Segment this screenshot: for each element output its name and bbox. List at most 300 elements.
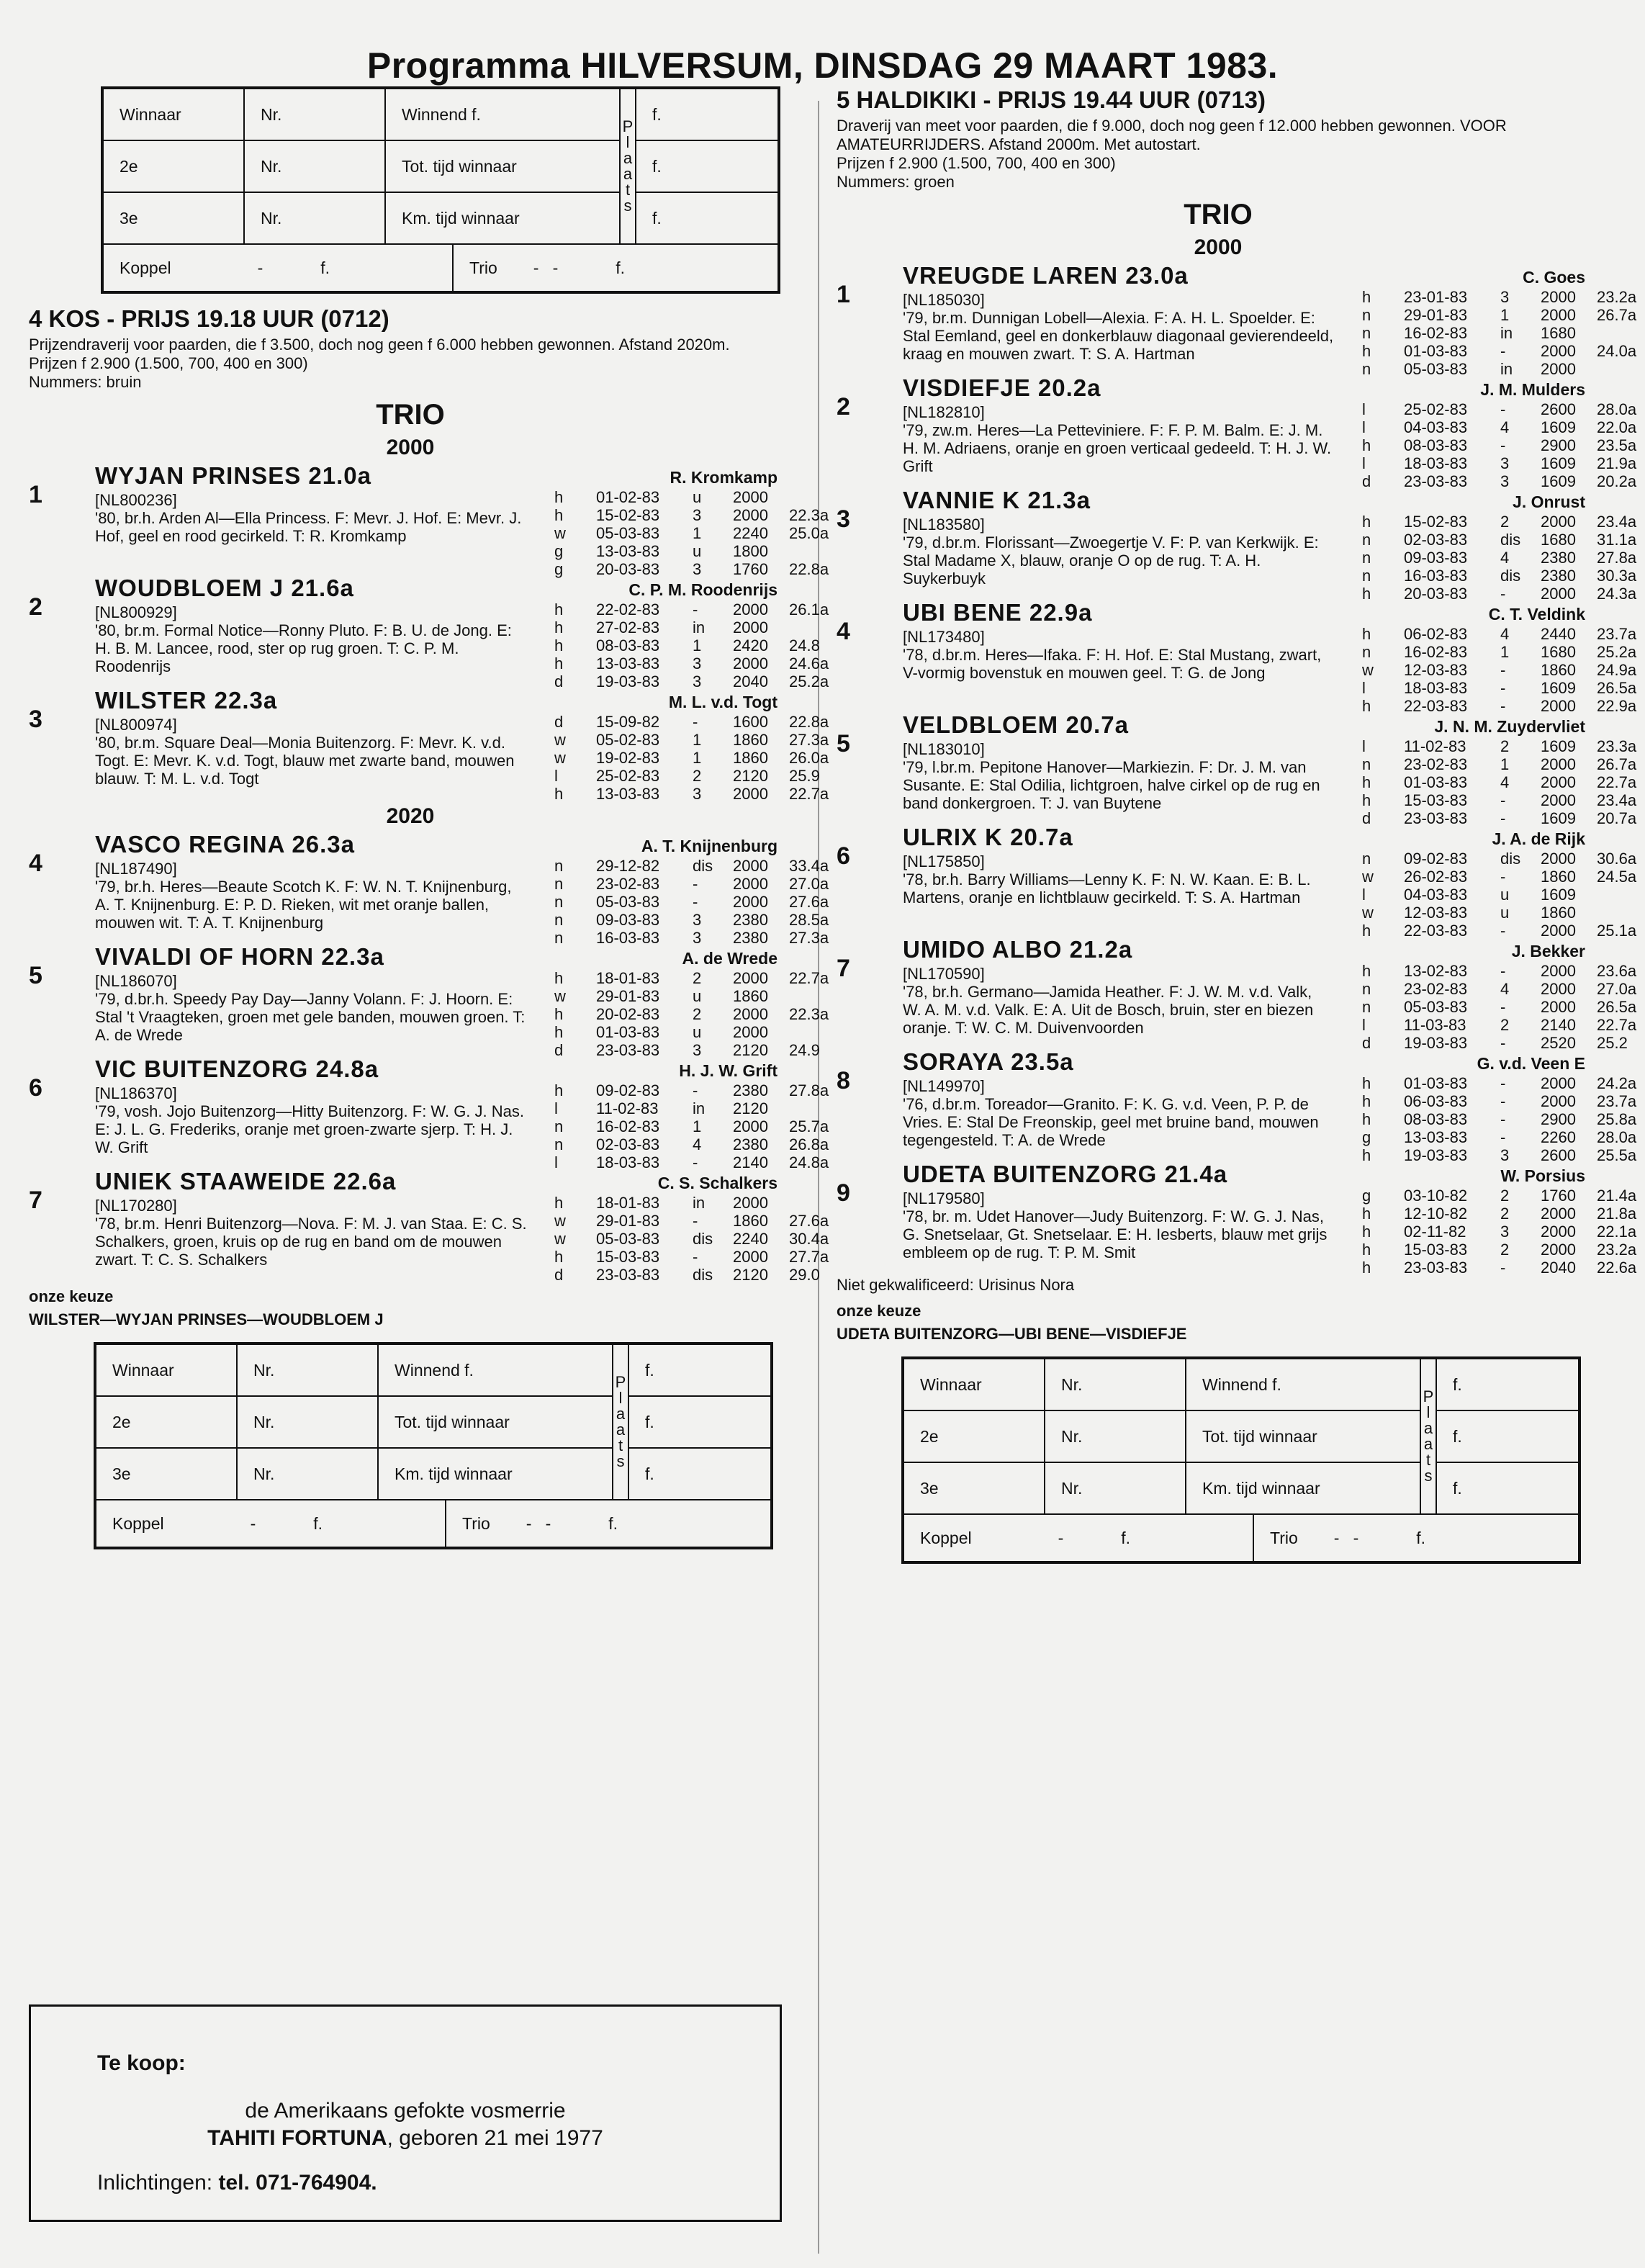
run-distance: 2000 bbox=[733, 1194, 768, 1212]
run-row bbox=[1362, 454, 1645, 472]
horse-recent-runs bbox=[1362, 1187, 1645, 1277]
horse-entry bbox=[837, 936, 1637, 1052]
run-time: 24.9a bbox=[1597, 661, 1637, 679]
run-date: 04-03-83 bbox=[1404, 418, 1468, 436]
run-track: n bbox=[1362, 306, 1371, 324]
horse-name: WOUDBLOEM J 21.6a bbox=[95, 575, 354, 601]
run-row bbox=[1362, 306, 1645, 324]
run-track: h bbox=[1362, 288, 1371, 306]
horse-entry bbox=[837, 599, 1637, 715]
run-place: in bbox=[1500, 324, 1513, 342]
race-title: 4 KOS - PRIJS 19.18 UUR (0712) bbox=[29, 305, 389, 332]
horse-number: 1 bbox=[837, 281, 850, 308]
horse-driver: J. N. M. Zuydervliet bbox=[1434, 717, 1585, 736]
horse-driver: C. T. Veldink bbox=[1488, 605, 1585, 624]
form-plaats-f[interactable]: f. bbox=[1436, 1462, 1579, 1514]
form-plaats-f[interactable]: f. bbox=[636, 140, 778, 192]
horse-number: 7 bbox=[29, 1187, 42, 1214]
run-track: n bbox=[1362, 531, 1371, 549]
onze-keuze-label: onze keuze bbox=[29, 1287, 114, 1305]
run-track: w bbox=[554, 1230, 566, 1248]
run-track: d bbox=[554, 713, 564, 731]
run-track: w bbox=[554, 987, 566, 1005]
run-distance: 2440 bbox=[1541, 625, 1576, 643]
run-date: 05-03-83 bbox=[596, 524, 660, 542]
horse-entry bbox=[29, 1056, 829, 1171]
run-time: 26.7a bbox=[1597, 755, 1637, 773]
run-distance: 1860 bbox=[1541, 904, 1576, 922]
run-distance: 1860 bbox=[1541, 868, 1576, 886]
run-place: in bbox=[693, 1194, 706, 1212]
run-row bbox=[1362, 661, 1645, 679]
run-track: h bbox=[1362, 1241, 1371, 1259]
run-time: 33.4a bbox=[789, 857, 829, 875]
form-bottom-row bbox=[102, 245, 779, 292]
run-place: 3 bbox=[1500, 288, 1510, 306]
form-place-label: 2e bbox=[903, 1410, 1045, 1462]
horse-description bbox=[903, 740, 1335, 812]
run-row bbox=[1362, 288, 1645, 306]
run-date: 13-03-83 bbox=[596, 542, 660, 560]
run-time: 25.7a bbox=[789, 1117, 829, 1135]
run-row bbox=[554, 636, 847, 654]
form-nr-label: Nr. bbox=[244, 140, 385, 192]
run-distance: 2000 bbox=[1541, 342, 1576, 360]
horse-description bbox=[903, 516, 1335, 588]
run-date: 23-03-83 bbox=[1404, 472, 1468, 490]
run-distance: 1860 bbox=[733, 731, 768, 749]
run-place: dis bbox=[1500, 531, 1521, 549]
trio-label: Trio bbox=[462, 1514, 490, 1533]
run-date: 15-09-82 bbox=[596, 713, 660, 731]
run-place: - bbox=[693, 1153, 698, 1171]
run-place: 4 bbox=[1500, 625, 1510, 643]
horse-driver: J. M. Mulders bbox=[1480, 380, 1585, 399]
race-condition-line: Prijzendraverij voor paarden, die f 3.500, doch nog geen f 6.000 hebben gewonnen. Afstand 2020m. bbox=[29, 336, 730, 354]
form-plaats-f[interactable]: f. bbox=[1436, 1359, 1579, 1410]
run-row bbox=[554, 1117, 847, 1135]
run-track: h bbox=[1362, 1110, 1371, 1128]
horse-name: VISDIEFJE 20.2a bbox=[903, 374, 1101, 401]
result-form bbox=[101, 86, 780, 294]
run-place: - bbox=[693, 1081, 698, 1099]
run-track: n bbox=[554, 929, 564, 947]
run-row bbox=[554, 767, 847, 785]
run-row bbox=[554, 600, 847, 618]
run-date: 08-03-83 bbox=[1404, 1110, 1468, 1128]
horse-registration: [NL170280] bbox=[95, 1197, 177, 1215]
run-place: u bbox=[693, 1023, 702, 1041]
form-value-label: Tot. tijd winnaar bbox=[1186, 1410, 1420, 1462]
run-distance: 2000 bbox=[733, 654, 768, 672]
run-row bbox=[1362, 886, 1645, 904]
run-row bbox=[554, 875, 847, 893]
run-distance: 2000 bbox=[733, 1005, 768, 1023]
horse-name: VELDBLOEM 20.7a bbox=[903, 711, 1129, 738]
run-row bbox=[1362, 531, 1645, 549]
run-distance: 2000 bbox=[733, 1117, 768, 1135]
run-date: 16-03-83 bbox=[596, 929, 660, 947]
run-place: 3 bbox=[693, 560, 702, 578]
run-track: d bbox=[554, 1041, 564, 1059]
run-distance: 2380 bbox=[733, 929, 768, 947]
horse-recent-runs bbox=[554, 969, 847, 1059]
run-distance: 1680 bbox=[1541, 531, 1576, 549]
run-distance: 2040 bbox=[733, 672, 768, 690]
horse-details: '80, br.h. Arden Al—Ella Princess. F: Mevr. J. Hof. E: Mevr. J. Hof, geel en rood gecirkeld. T: R. Kromkamp bbox=[95, 509, 522, 545]
run-place: u bbox=[1500, 904, 1510, 922]
horse-name: VASCO REGINA 26.3a bbox=[95, 831, 355, 858]
run-place: - bbox=[1500, 922, 1506, 940]
horse-description bbox=[903, 852, 1335, 906]
run-distance: 1860 bbox=[733, 987, 768, 1005]
run-distance: 2000 bbox=[733, 785, 768, 803]
race-conditions bbox=[837, 117, 1600, 192]
run-time: 23.4a bbox=[1597, 791, 1637, 809]
horse-details: '78, br.m. Henri Buitenzorg—Nova. F: M. J. van Staa. E: C. S. Schalkers, groen, kruis op de rug en band om de mouwen zwart. T: C. S. Schalkers bbox=[95, 1215, 527, 1269]
run-row bbox=[1362, 755, 1645, 773]
run-track: d bbox=[1362, 809, 1371, 827]
horse-recent-runs bbox=[1362, 400, 1645, 490]
horse-recent-runs bbox=[554, 600, 847, 690]
run-date: 09-02-83 bbox=[596, 1081, 660, 1099]
horse-entry bbox=[837, 824, 1637, 940]
run-date: 29-01-83 bbox=[1404, 306, 1468, 324]
run-date: 01-03-83 bbox=[1404, 342, 1468, 360]
run-place: 3 bbox=[693, 929, 702, 947]
run-distance: 2000 bbox=[1541, 1205, 1576, 1223]
run-track: n bbox=[554, 893, 564, 911]
run-track: h bbox=[1362, 1205, 1371, 1223]
run-distance: 2000 bbox=[733, 875, 768, 893]
run-place: - bbox=[1500, 809, 1506, 827]
horse-number: 3 bbox=[29, 706, 42, 733]
horse-entry bbox=[29, 575, 829, 690]
run-place: 2 bbox=[1500, 1241, 1510, 1259]
run-distance: 2120 bbox=[733, 1099, 768, 1117]
horse-description bbox=[903, 403, 1335, 475]
form-value-label: Km. tijd winnaar bbox=[1186, 1462, 1420, 1514]
horse-registration: [NL800974] bbox=[95, 716, 177, 734]
run-row bbox=[554, 1023, 847, 1041]
run-distance: 2000 bbox=[1541, 962, 1576, 980]
form-value-label: Km. tijd winnaar bbox=[378, 1448, 613, 1500]
run-date: 04-03-83 bbox=[1404, 886, 1468, 904]
run-date: 11-02-83 bbox=[596, 1099, 659, 1117]
run-distance: 2000 bbox=[1541, 288, 1576, 306]
run-track: n bbox=[554, 875, 564, 893]
run-distance: 2000 bbox=[1541, 360, 1576, 378]
horse-registration: [NL186070] bbox=[95, 972, 177, 990]
horse-registration: [NL187490] bbox=[95, 860, 177, 878]
run-time bbox=[1597, 886, 1645, 904]
run-time: 22.8a bbox=[789, 560, 829, 578]
run-row bbox=[1362, 1110, 1645, 1128]
run-time: 21.9a bbox=[1597, 454, 1637, 472]
form-koppel-cell[interactable] bbox=[103, 245, 453, 292]
run-time: 27.8a bbox=[1597, 549, 1637, 567]
run-row bbox=[554, 618, 847, 636]
run-distance: 2600 bbox=[1541, 1146, 1576, 1164]
run-place: 1 bbox=[1500, 306, 1510, 324]
run-date: 09-03-83 bbox=[1404, 549, 1468, 567]
koppel-f: f. bbox=[320, 258, 330, 277]
run-place: - bbox=[1500, 1034, 1506, 1052]
run-distance: 2000 bbox=[1541, 850, 1576, 868]
run-row bbox=[554, 506, 847, 524]
run-time: 27.0a bbox=[789, 875, 829, 893]
horse-driver: C. P. M. Roodenrijs bbox=[628, 580, 778, 599]
run-track: h bbox=[554, 1248, 564, 1266]
run-time: 22.7a bbox=[789, 969, 829, 987]
run-date: 19-03-83 bbox=[1404, 1146, 1468, 1164]
run-time: 26.7a bbox=[1597, 306, 1637, 324]
horse-name: VIC BUITENZORG 24.8a bbox=[95, 1056, 379, 1082]
run-time: 27.7a bbox=[789, 1248, 829, 1266]
run-distance: 2380 bbox=[733, 911, 768, 929]
run-place: 4 bbox=[693, 1135, 702, 1153]
horse-name: SORAYA 23.5a bbox=[903, 1048, 1074, 1075]
horse-name: WYJAN PRINSES 21.0a bbox=[95, 462, 371, 489]
run-track: d bbox=[1362, 1034, 1371, 1052]
run-time: 24.0a bbox=[1597, 342, 1637, 360]
horse-number: 5 bbox=[29, 962, 42, 989]
run-date: 05-03-83 bbox=[596, 1230, 660, 1248]
ad-horse-name: TAHITI FORTUNA bbox=[207, 2126, 387, 2150]
run-distance: 1609 bbox=[1541, 454, 1576, 472]
form-value-label: Tot. tijd winnaar bbox=[385, 140, 620, 192]
run-time: 23.5a bbox=[1597, 436, 1637, 454]
run-time: 23.7a bbox=[1597, 1092, 1637, 1110]
run-track: h bbox=[554, 654, 564, 672]
horse-description bbox=[95, 972, 527, 1044]
run-track: l bbox=[1362, 886, 1366, 904]
run-distance: 2380 bbox=[1541, 567, 1576, 585]
koppel-label: Koppel bbox=[120, 258, 171, 277]
run-distance: 2380 bbox=[733, 1081, 768, 1099]
form-plaats-f[interactable]: f. bbox=[636, 89, 778, 140]
horse-recent-runs bbox=[1362, 962, 1645, 1052]
horse-recent-runs bbox=[1362, 1074, 1645, 1164]
run-row bbox=[554, 731, 847, 749]
run-place: 2 bbox=[1500, 1187, 1510, 1205]
run-distance: 2900 bbox=[1541, 436, 1576, 454]
run-date: 18-01-83 bbox=[596, 969, 660, 987]
run-time: 28.5a bbox=[789, 911, 829, 929]
form-koppel-cell[interactable] bbox=[903, 1515, 1253, 1562]
form-plaats-f[interactable]: f. bbox=[1436, 1410, 1579, 1462]
run-time: 25.2a bbox=[789, 672, 829, 690]
horse-number: 7 bbox=[837, 955, 850, 982]
horse-entry bbox=[29, 1168, 829, 1284]
column-divider bbox=[818, 101, 819, 2254]
trio-f: f. bbox=[608, 1514, 618, 1533]
horse-details: '79, d.br.h. Speedy Pay Day—Janny Volann. F: J. Hoorn. E: Stal 't Vraagteken, groen met gele banden, mouwen groen. T: A. de Wrede bbox=[95, 990, 526, 1044]
run-row bbox=[1362, 1074, 1645, 1092]
form-plaats-f[interactable]: f. bbox=[628, 1344, 771, 1396]
horse-number: 2 bbox=[837, 393, 850, 420]
horse-entry bbox=[837, 711, 1637, 827]
run-place: 3 bbox=[693, 911, 702, 929]
horse-registration: [NL183580] bbox=[903, 516, 985, 534]
run-row bbox=[1362, 324, 1645, 342]
run-date: 20-03-83 bbox=[596, 560, 660, 578]
run-row bbox=[554, 488, 847, 506]
run-distance: 1860 bbox=[1541, 661, 1576, 679]
horse-entry bbox=[29, 943, 829, 1059]
run-place: 3 bbox=[693, 506, 702, 524]
form-plaats-label: P l a a t s bbox=[1420, 1359, 1436, 1514]
horse-details: '79, zw.m. Heres—La Petteviniere. F: F. P. M. Balm. E: J. M. H. M. Adriaens, oranje en groen verticaal gedeeld. T: H. J. W. Grift bbox=[903, 421, 1332, 475]
run-row bbox=[554, 542, 847, 560]
run-distance: 2000 bbox=[1541, 1241, 1576, 1259]
run-time: 25.2 bbox=[1597, 1034, 1628, 1052]
run-distance: 2000 bbox=[733, 1248, 768, 1266]
run-date: 22-02-83 bbox=[596, 600, 660, 618]
run-date: 16-02-83 bbox=[596, 1117, 660, 1135]
horse-name: VIVALDI OF HORN 22.3a bbox=[95, 943, 384, 970]
run-track: h bbox=[1362, 1146, 1371, 1164]
run-track: n bbox=[1362, 850, 1371, 868]
run-place: 4 bbox=[1500, 549, 1510, 567]
run-date: 05-02-83 bbox=[596, 731, 660, 749]
run-date: 15-03-83 bbox=[1404, 791, 1468, 809]
run-row bbox=[1362, 1128, 1645, 1146]
form-trio-cell[interactable] bbox=[446, 1500, 771, 1547]
run-distance: 2120 bbox=[733, 1266, 768, 1284]
run-track: n bbox=[554, 1117, 564, 1135]
run-time: 26.1a bbox=[789, 600, 829, 618]
run-distance: 2040 bbox=[1541, 1259, 1576, 1277]
form-nr-label: Nr. bbox=[237, 1396, 378, 1448]
run-date: 05-03-83 bbox=[1404, 998, 1468, 1016]
horse-registration: [NL170590] bbox=[903, 965, 985, 983]
run-track: h bbox=[1362, 962, 1371, 980]
run-time: 23.2a bbox=[1597, 1241, 1637, 1259]
horse-name: UNIEK STAAWEIDE 22.6a bbox=[95, 1168, 397, 1194]
horse-number: 5 bbox=[837, 730, 850, 757]
run-place: 3 bbox=[693, 672, 702, 690]
run-time: 22.7a bbox=[1597, 773, 1637, 791]
run-track: l bbox=[1362, 400, 1366, 418]
run-track: h bbox=[1362, 625, 1371, 643]
form-plaats-f[interactable]: f. bbox=[628, 1396, 771, 1448]
run-track: l bbox=[1362, 1016, 1366, 1034]
koppel-dash: - bbox=[250, 1514, 256, 1533]
run-track: h bbox=[554, 1005, 564, 1023]
run-track: n bbox=[1362, 980, 1371, 998]
form-trio-cell[interactable] bbox=[453, 245, 778, 292]
result-form-table bbox=[102, 88, 779, 245]
run-date: 16-02-83 bbox=[1404, 324, 1468, 342]
run-distance: 2000 bbox=[733, 618, 768, 636]
run-row bbox=[554, 969, 847, 987]
run-row bbox=[554, 654, 847, 672]
run-row bbox=[1362, 868, 1645, 886]
run-place: 3 bbox=[693, 785, 702, 803]
distance-heading: 2000 bbox=[386, 436, 435, 459]
form-row bbox=[103, 89, 778, 140]
run-track: n bbox=[554, 911, 564, 929]
run-row bbox=[1362, 1259, 1645, 1277]
horse-number: 6 bbox=[29, 1074, 42, 1102]
run-place: - bbox=[1500, 1259, 1506, 1277]
run-time: 28.0a bbox=[1597, 1128, 1637, 1146]
run-distance: 2000 bbox=[733, 488, 768, 506]
race-title: 5 HALDIKIKI - PRIJS 19.44 UUR (0713) bbox=[837, 86, 1266, 113]
horse-details: '78, br.h. Germano—Jamida Heather. F: J. W. M. v.d. Valk, W. A. M. v.d. Valk. E: A. Uit de Bosch, bruin, ster en biezen oranje. T: W. C. M. Duivenvoorden bbox=[903, 983, 1314, 1037]
horse-description bbox=[95, 860, 527, 932]
run-date: 27-02-83 bbox=[596, 618, 660, 636]
run-date: 23-02-83 bbox=[596, 875, 660, 893]
run-place: u bbox=[693, 542, 702, 560]
horse-name: VREUGDE LAREN 23.0a bbox=[903, 262, 1189, 289]
run-row bbox=[554, 911, 847, 929]
run-time: 26.0a bbox=[789, 749, 829, 767]
run-place: 2 bbox=[693, 767, 702, 785]
run-date: 19-03-83 bbox=[596, 672, 660, 690]
form-plaats-f[interactable]: f. bbox=[636, 192, 778, 244]
run-time: 30.3a bbox=[1597, 567, 1637, 585]
left-column bbox=[29, 86, 829, 1549]
horse-name: WILSTER 22.3a bbox=[95, 687, 278, 714]
run-track: w bbox=[554, 1212, 566, 1230]
run-distance: 1760 bbox=[1541, 1187, 1576, 1205]
run-row bbox=[554, 713, 847, 731]
run-track: w bbox=[1362, 868, 1374, 886]
run-place: 1 bbox=[1500, 755, 1510, 773]
run-row bbox=[1362, 400, 1645, 418]
run-time: 22.9a bbox=[1597, 697, 1637, 715]
horse-registration: [NL800236] bbox=[95, 491, 177, 509]
run-row bbox=[1362, 1241, 1645, 1259]
run-distance: 1680 bbox=[1541, 324, 1576, 342]
form-trio-cell[interactable] bbox=[1253, 1515, 1579, 1562]
form-plaats-f[interactable]: f. bbox=[628, 1448, 771, 1500]
run-distance: 2000 bbox=[733, 1023, 768, 1041]
run-place: - bbox=[1500, 679, 1506, 697]
run-place: - bbox=[1500, 1110, 1506, 1128]
run-place: - bbox=[1500, 697, 1506, 715]
run-track: n bbox=[1362, 755, 1371, 773]
race-condition-line: Prijzen f 2.900 (1.500, 700, 400 en 300) bbox=[29, 354, 308, 372]
run-distance: 2000 bbox=[733, 969, 768, 987]
trio-heading: TRIO bbox=[376, 399, 445, 431]
run-date: 18-03-83 bbox=[1404, 679, 1468, 697]
run-place: 1 bbox=[693, 636, 702, 654]
horse-recent-runs bbox=[554, 713, 847, 803]
run-distance: 2140 bbox=[733, 1153, 768, 1171]
run-track: g bbox=[554, 560, 564, 578]
run-time: 27.3a bbox=[789, 731, 829, 749]
run-row bbox=[554, 524, 847, 542]
run-row bbox=[1362, 791, 1645, 809]
run-time: 24.2a bbox=[1597, 1074, 1637, 1092]
form-place-label: 3e bbox=[96, 1448, 237, 1500]
horse-entry bbox=[29, 687, 829, 803]
horse-description bbox=[95, 491, 527, 545]
run-row bbox=[1362, 513, 1645, 531]
horse-driver: R. Kromkamp bbox=[670, 468, 778, 487]
run-row bbox=[1362, 418, 1645, 436]
run-time: 26.5a bbox=[1597, 998, 1637, 1016]
run-track: l bbox=[554, 1153, 558, 1171]
run-row bbox=[554, 785, 847, 803]
run-distance: 2120 bbox=[733, 1041, 768, 1059]
run-date: 25-02-83 bbox=[1404, 400, 1468, 418]
horse-details: '79, br.m. Dunnigan Lobell—Alexia. F: A. H. L. Spoelder. E: Stal Eemland, geel en donkerblauw diagonaal gevierendeeld, kraag en mouwen zwart. T: S. A. Hartman bbox=[903, 309, 1334, 363]
form-koppel-cell[interactable] bbox=[96, 1500, 446, 1547]
